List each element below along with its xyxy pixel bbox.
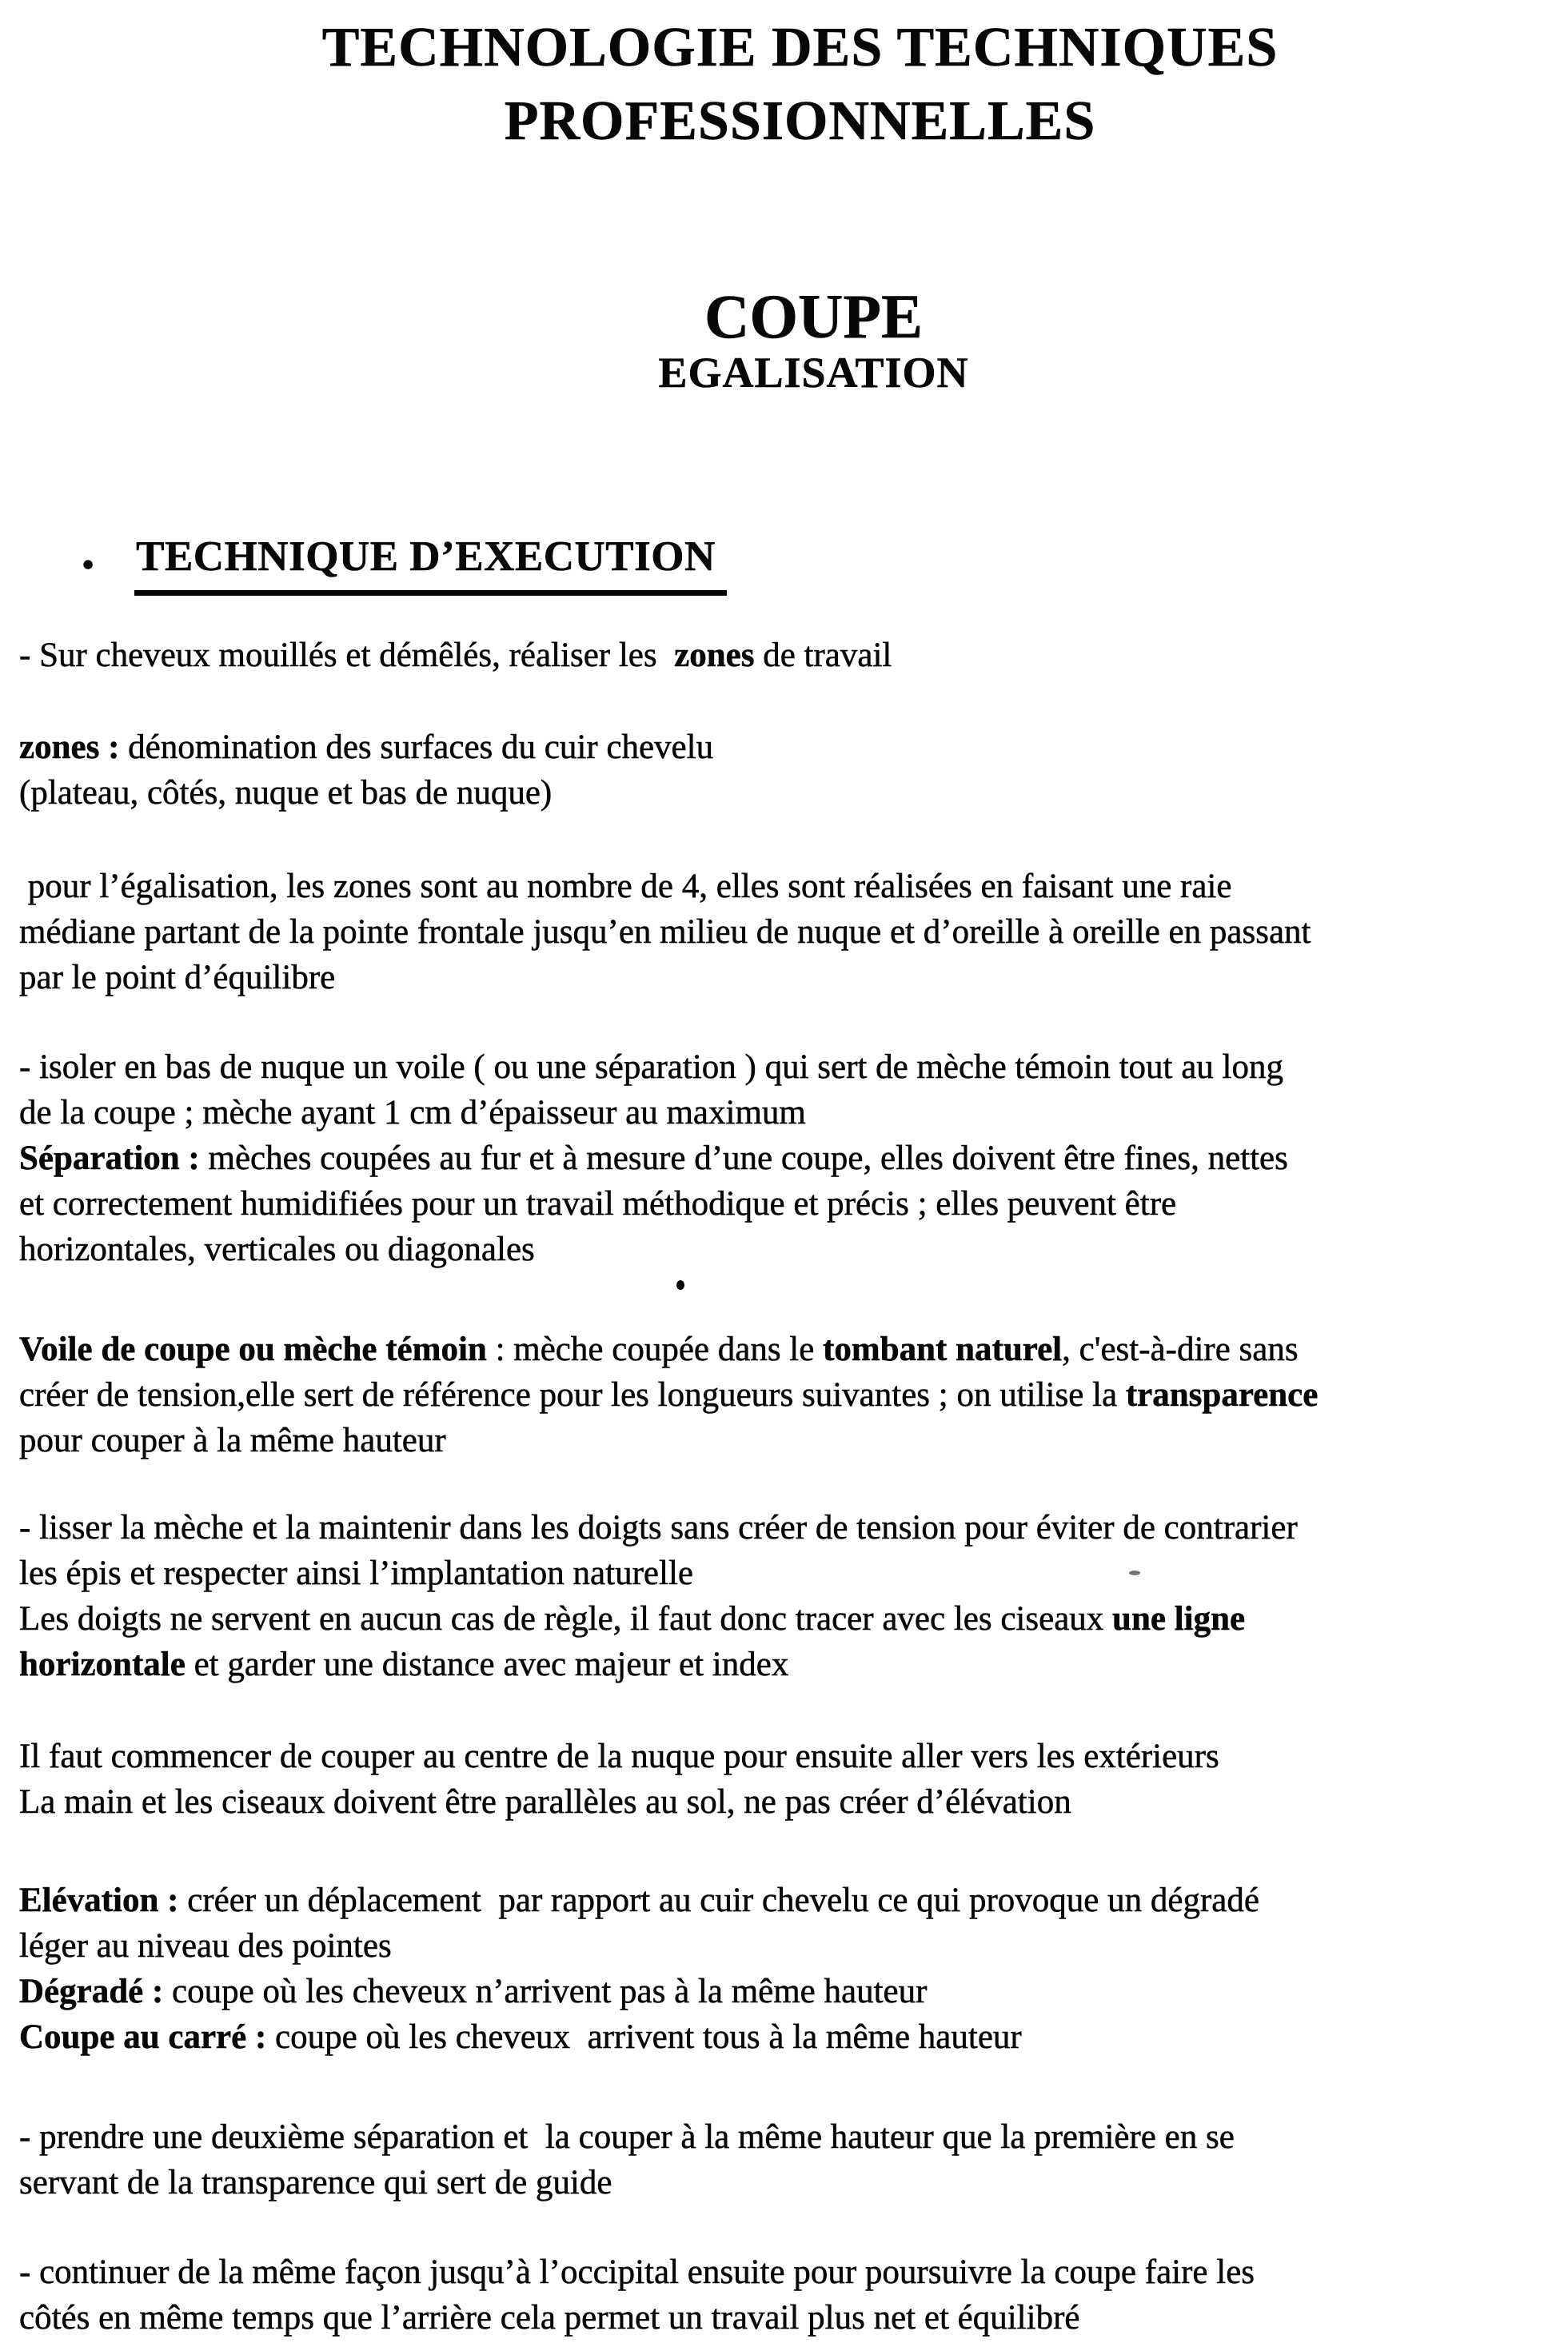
text-line (19, 770, 1536, 816)
text-run: Il faut commencer de couper au centre de la nuque pour ensuite aller vers les extérieurs (19, 1738, 1219, 1775)
text-run: coupe où les cheveux n’arrivent pas à la même hauteur (163, 1973, 928, 2010)
bold-text-run: zones (674, 637, 755, 674)
bold-text-run: une ligne (1112, 1600, 1246, 1638)
text-line (19, 1505, 1536, 1551)
text-line (19, 909, 1536, 955)
text-line (19, 1044, 1536, 1090)
bold-text-run: Elévation : (19, 1882, 179, 1919)
text-run: - continuer de la même façon jusqu’à l’occipital ensuite pour poursuivre la coupe faire les (19, 2253, 1255, 2291)
section-heading-row (82, 533, 1536, 596)
document-title (42, 0, 1558, 158)
paragraph-definition-coupe-au-carre (19, 2014, 1536, 2060)
bold-text-run: Coupe au carré : (19, 2018, 267, 2056)
text-line (19, 1923, 1536, 1969)
paragraph-deuxieme-separation (19, 2114, 1536, 2205)
text-run: , c'est-à-dire sans (1062, 1331, 1299, 1368)
text-line (19, 955, 1536, 1000)
text-line (19, 1418, 1536, 1463)
bold-text-run: Dégradé : (19, 1973, 164, 2010)
paragraph-commencer-nuque (19, 1734, 1536, 1825)
text-run: La main et les ciseaux doivent être parallèles au sol, ne pas créer d’élévation (19, 1783, 1071, 1821)
text-line (19, 1969, 1536, 2014)
text-run: les épis et respecter ainsi l’implantation naturelle (19, 1555, 693, 1592)
text-line (19, 2295, 1536, 2341)
text-line (19, 1327, 1536, 1372)
text-line (19, 1372, 1536, 1418)
paragraph-isoler-voile (19, 1044, 1536, 1136)
text-run: coupe où les cheveux arrivent tous à la même hauteur (266, 2018, 1022, 2056)
text-run: et correctement humidifiées pour un travail méthodique et précis ; elles peuvent être (19, 1185, 1177, 1223)
text-run: - Sur cheveux mouillés et démêlés, réaliser les (19, 637, 675, 674)
text-line (19, 1227, 1536, 1272)
text-line (19, 633, 1536, 678)
bullet-icon: • (82, 543, 95, 585)
coupe-title: COUPE (704, 281, 923, 351)
bold-text-run: transparence (1125, 1376, 1319, 1414)
text-run: dénomination des surfaces du cuir chevelu (119, 728, 714, 766)
text-line (19, 1779, 1536, 1825)
paragraph-definition-degrade (19, 1969, 1536, 2014)
text-run: mèches coupées au fur et à mesure d’une coupe, elles doivent être fines, nettes (199, 1140, 1288, 1177)
text-run: par le point d’équilibre (19, 959, 336, 996)
title-line-2: PROFESSIONNELLES (504, 90, 1096, 152)
scan-artifact-speck (1129, 1571, 1140, 1575)
text-run: (plateau, côtés, nuque et bas de nuque) (19, 774, 553, 812)
text-line (19, 2160, 1536, 2205)
text-run: servant de la transparence qui sert de guide (19, 2164, 612, 2201)
bold-text-run: Séparation : (19, 1140, 200, 1177)
bold-text-run: Voile de coupe ou mèche témoin (19, 1331, 487, 1368)
text-run: - lisser la mèche et la maintenir dans les doigts sans créer de tension pour éviter de contrarier (19, 1509, 1298, 1547)
text-line (19, 2014, 1536, 2060)
section-heading: TECHNIQUE D’EXECUTION (134, 533, 727, 596)
text-line (19, 1136, 1536, 1181)
text-line (19, 724, 1536, 770)
text-line (19, 1596, 1536, 1642)
text-run: horizontales, verticales ou diagonales (19, 1231, 535, 1268)
text-run: pour l’égalisation, les zones sont au nombre de 4, elles sont réalisées en faisant une raie (19, 868, 1232, 905)
paragraph-continuer-occipital (19, 2249, 1536, 2341)
document-subtitle-block (55, 281, 1568, 397)
text-run: et garder une distance avec majeur et index (185, 1646, 789, 1683)
text-run: : mèche coupée dans le (486, 1331, 824, 1368)
text-line (19, 1642, 1536, 1687)
bold-text-run: zones : (19, 728, 120, 766)
text-line (19, 1551, 1536, 1596)
paragraph-definition-separation (19, 1136, 1536, 1272)
text-line (19, 1734, 1536, 1779)
text-run: - isoler en bas de nuque un voile ( ou une séparation ) qui sert de mèche témoin tout au long (19, 1048, 1284, 1086)
text-run: créer un déplacement par rapport au cuir chevelu ce qui provoque un dégradé (178, 1882, 1259, 1919)
text-run: de travail (754, 637, 892, 674)
paragraph-definition-zones (19, 724, 1536, 816)
text-run: côtés en même temps que l’arrière cela permet un travail plus net et équilibré (19, 2299, 1080, 2337)
bold-text-run: tombant naturel (823, 1331, 1063, 1368)
text-run: médiane partant de la pointe frontale jusqu’en milieu de nuque et d’oreille à oreille en passant (19, 913, 1311, 951)
text-run: créer de tension,elle sert de référence pour les longueurs suivantes ; on utilise la (19, 1376, 1126, 1414)
text-line (19, 2114, 1536, 2160)
scan-artifact-dot (676, 1280, 684, 1290)
text-run: léger au niveau des pointes (19, 1927, 392, 1965)
bold-text-run: horizontale (19, 1646, 186, 1683)
paragraph-lisser-meche (19, 1505, 1536, 1687)
text-line (19, 1181, 1536, 1227)
title-line-1: TECHNOLOGIE DES TECHNIQUES (321, 17, 1279, 78)
text-run: de la coupe ; mèche ayant 1 cm d’épaisseur au maximum (19, 1094, 806, 1132)
paragraph-voile-de-coupe (19, 1327, 1536, 1463)
paragraph-zones-de-travail (19, 633, 1536, 678)
paragraph-definition-elevation (19, 1878, 1536, 1969)
egalisation-subtitle: EGALISATION (658, 349, 969, 397)
text-run: - prendre une deuxième séparation et la couper à la même hauteur que la première en se (19, 2118, 1235, 2156)
text-run: Les doigts ne servent en aucun cas de règle, il faut donc tracer avec les ciseaux (19, 1600, 1113, 1638)
text-line (19, 2249, 1536, 2295)
text-line (19, 1090, 1536, 1136)
paragraph-egalisation-zones (19, 864, 1536, 1000)
text-line (19, 1878, 1536, 1923)
text-run: pour couper à la même hauteur (19, 1422, 446, 1459)
text-line (19, 864, 1536, 909)
